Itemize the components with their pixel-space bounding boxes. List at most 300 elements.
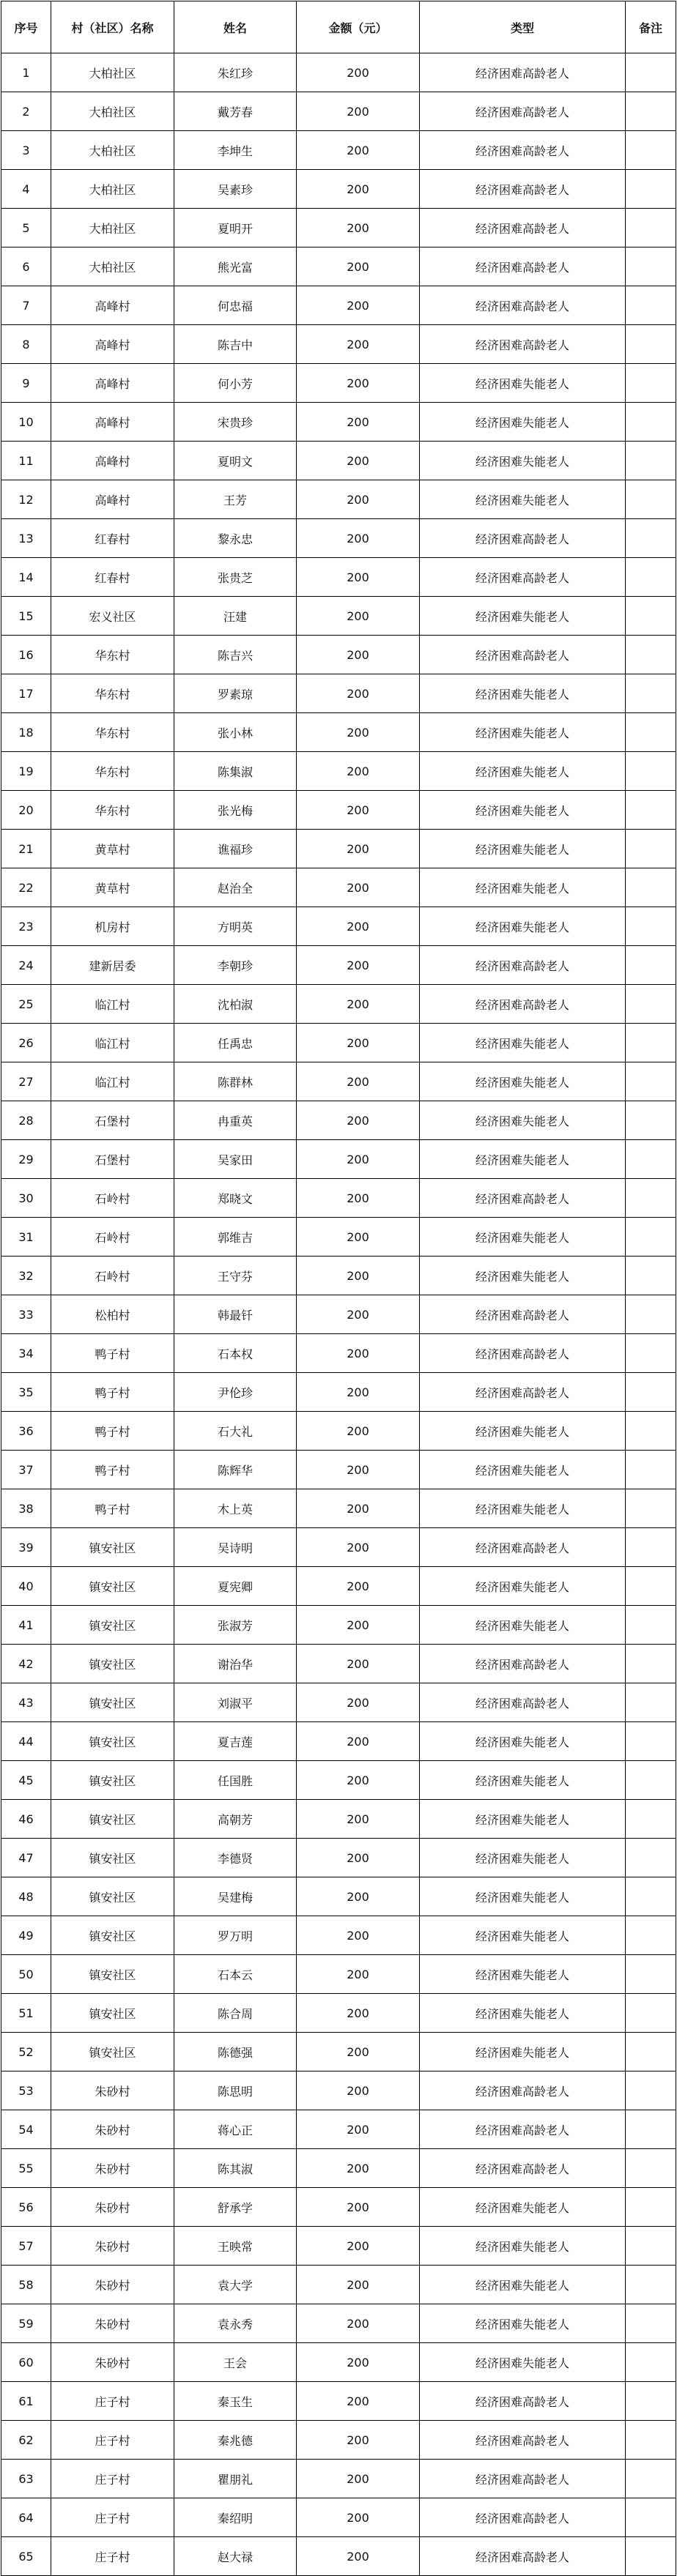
cell-remarks: [626, 791, 676, 830]
cell-amount: 200: [297, 2304, 420, 2343]
cell-type: 经济困难失能老人: [420, 2266, 626, 2304]
cell-index: 33: [1, 1295, 51, 1334]
cell-index: 39: [1, 1528, 51, 1567]
cell-index: 44: [1, 1722, 51, 1761]
cell-name: 陈思明: [174, 2071, 297, 2110]
cell-index: 28: [1, 1101, 51, 1140]
cell-village: 石堡村: [51, 1140, 174, 1179]
cell-village: 镇安社区: [51, 1567, 174, 1606]
cell-remarks: [626, 1024, 676, 1062]
cell-remarks: [626, 1140, 676, 1179]
cell-amount: 200: [297, 636, 420, 674]
cell-type: 经济困难失能老人: [420, 1451, 626, 1489]
cell-village: 大柏社区: [51, 92, 174, 131]
cell-remarks: [626, 907, 676, 946]
table-row: [1, 247, 676, 286]
cell-amount: 200: [297, 2266, 420, 2304]
header-remarks: 备注: [626, 1, 676, 53]
cell-name: 任禹忠: [174, 1024, 297, 1062]
cell-type: 经济困难高龄老人: [420, 558, 626, 597]
cell-name: 沈柏淑: [174, 985, 297, 1024]
cell-name: 舒承学: [174, 2188, 297, 2227]
cell-amount: 200: [297, 2227, 420, 2266]
cell-village: 高峰村: [51, 480, 174, 519]
cell-remarks: [626, 1916, 676, 1955]
cell-remarks: [626, 1800, 676, 1839]
cell-name: 木上英: [174, 1489, 297, 1528]
cell-remarks: [626, 1683, 676, 1722]
table-row: [1, 1839, 676, 1877]
cell-amount: 200: [297, 2343, 420, 2382]
cell-village: 石岭村: [51, 1257, 174, 1295]
cell-type: 经济困难失能老人: [420, 791, 626, 830]
cell-name: 任国胜: [174, 1761, 297, 1800]
cell-amount: 200: [297, 868, 420, 907]
cell-type: 经济困难失能老人: [420, 364, 626, 403]
cell-amount: 200: [297, 519, 420, 558]
cell-name: 戴芳春: [174, 92, 297, 131]
cell-amount: 200: [297, 2537, 420, 2576]
cell-remarks: [626, 1839, 676, 1877]
table-row: [1, 286, 676, 325]
cell-index: 47: [1, 1839, 51, 1877]
cell-village: 镇安社区: [51, 2033, 174, 2071]
cell-remarks: [626, 2460, 676, 2498]
cell-type: 经济困难失能老人: [420, 2033, 626, 2071]
cell-name: 高朝芳: [174, 1800, 297, 1839]
cell-index: 17: [1, 674, 51, 713]
table-row: [1, 170, 676, 209]
table-row: [1, 1062, 676, 1101]
cell-type: 经济困难失能老人: [420, 2227, 626, 2266]
cell-remarks: [626, 2110, 676, 2149]
cell-name: 何小芳: [174, 364, 297, 403]
cell-remarks: [626, 480, 676, 519]
cell-index: 46: [1, 1800, 51, 1839]
table-row: [1, 752, 676, 791]
cell-village: 宏义社区: [51, 597, 174, 636]
table-row: [1, 2537, 676, 2576]
cell-name: 张淑芳: [174, 1606, 297, 1645]
cell-name: 黎永忠: [174, 519, 297, 558]
cell-remarks: [626, 1334, 676, 1373]
cell-village: 鸭子村: [51, 1334, 174, 1373]
cell-amount: 200: [297, 1916, 420, 1955]
cell-amount: 200: [297, 1412, 420, 1451]
cell-remarks: [626, 1101, 676, 1140]
cell-village: 大柏社区: [51, 131, 174, 170]
cell-type: 经济困难高龄老人: [420, 170, 626, 209]
cell-remarks: [626, 53, 676, 92]
cell-type: 经济困难高龄老人: [420, 1373, 626, 1412]
table-row: [1, 1179, 676, 1218]
cell-village: 建新居委: [51, 946, 174, 985]
cell-index: 9: [1, 364, 51, 403]
cell-name: 张贵芝: [174, 558, 297, 597]
cell-type: 经济困难高龄老人: [420, 2460, 626, 2498]
table-row: [1, 2421, 676, 2460]
table-row: [1, 519, 676, 558]
cell-village: 高峰村: [51, 286, 174, 325]
cell-type: 经济困难高龄老人: [420, 519, 626, 558]
cell-village: 朱砂村: [51, 2188, 174, 2227]
cell-village: 华东村: [51, 636, 174, 674]
cell-index: 26: [1, 1024, 51, 1062]
table-row: [1, 2188, 676, 2227]
cell-type: 经济困难失能老人: [420, 1761, 626, 1800]
cell-index: 25: [1, 985, 51, 1024]
cell-name: 吴家田: [174, 1140, 297, 1179]
cell-name: 蒋心正: [174, 2110, 297, 2149]
header-type: 类型: [420, 1, 626, 53]
cell-type: 经济困难失能老人: [420, 830, 626, 868]
cell-name: 吴素珍: [174, 170, 297, 209]
header-index: 序号: [1, 1, 51, 53]
cell-index: 4: [1, 170, 51, 209]
table-row: [1, 597, 676, 636]
cell-amount: 200: [297, 907, 420, 946]
cell-remarks: [626, 1877, 676, 1916]
cell-village: 镇安社区: [51, 1606, 174, 1645]
cell-index: 43: [1, 1683, 51, 1722]
cell-remarks: [626, 1994, 676, 2033]
table-row: [1, 325, 676, 364]
cell-amount: 200: [297, 1839, 420, 1877]
cell-remarks: [626, 170, 676, 209]
cell-village: 大柏社区: [51, 170, 174, 209]
cell-index: 20: [1, 791, 51, 830]
cell-remarks: [626, 2188, 676, 2227]
cell-index: 37: [1, 1451, 51, 1489]
cell-type: 经济困难失能老人: [420, 1994, 626, 2033]
table-row: [1, 2110, 676, 2149]
table-body: [1, 53, 676, 2576]
table-row: [1, 2343, 676, 2382]
cell-village: 机房村: [51, 907, 174, 946]
table-row: [1, 364, 676, 403]
cell-remarks: [626, 403, 676, 442]
cell-type: 经济困难失能老人: [420, 597, 626, 636]
table-row: [1, 1877, 676, 1916]
cell-name: 秦兆德: [174, 2421, 297, 2460]
table-row: [1, 2227, 676, 2266]
cell-remarks: [626, 636, 676, 674]
cell-amount: 200: [297, 1955, 420, 1994]
cell-amount: 200: [297, 1528, 420, 1567]
cell-name: 何忠福: [174, 286, 297, 325]
cell-type: 经济困难失能老人: [420, 1916, 626, 1955]
cell-type: 经济困难失能老人: [420, 868, 626, 907]
cell-village: 镇安社区: [51, 1761, 174, 1800]
cell-amount: 200: [297, 1062, 420, 1101]
cell-village: 鸭子村: [51, 1451, 174, 1489]
cell-remarks: [626, 2266, 676, 2304]
cell-name: 赵治全: [174, 868, 297, 907]
cell-index: 48: [1, 1877, 51, 1916]
table-row: [1, 1955, 676, 1994]
cell-amount: 200: [297, 2498, 420, 2537]
table-row: [1, 1800, 676, 1839]
cell-remarks: [626, 1489, 676, 1528]
header-name: 姓名: [174, 1, 297, 53]
cell-amount: 200: [297, 1295, 420, 1334]
cell-type: 经济困难失能老人: [420, 1800, 626, 1839]
cell-index: 40: [1, 1567, 51, 1606]
cell-remarks: [626, 2537, 676, 2576]
cell-amount: 200: [297, 1994, 420, 2033]
cell-amount: 200: [297, 131, 420, 170]
cell-amount: 200: [297, 752, 420, 791]
cell-type: 经济困难失能老人: [420, 1218, 626, 1257]
cell-village: 庄子村: [51, 2421, 174, 2460]
cell-remarks: [626, 868, 676, 907]
cell-amount: 200: [297, 209, 420, 247]
cell-index: 59: [1, 2304, 51, 2343]
cell-amount: 200: [297, 1683, 420, 1722]
cell-remarks: [626, 946, 676, 985]
table-row: [1, 92, 676, 131]
cell-amount: 200: [297, 286, 420, 325]
cell-remarks: [626, 1218, 676, 1257]
cell-amount: 200: [297, 2421, 420, 2460]
cell-type: 经济困难高龄老人: [420, 636, 626, 674]
cell-index: 65: [1, 2537, 51, 2576]
cell-village: 临江村: [51, 1062, 174, 1101]
cell-name: 熊光富: [174, 247, 297, 286]
cell-village: 庄子村: [51, 2537, 174, 2576]
cell-name: 陈吉中: [174, 325, 297, 364]
cell-type: 经济困难高龄老人: [420, 2382, 626, 2421]
cell-remarks: [626, 131, 676, 170]
cell-type: 经济困难失能老人: [420, 907, 626, 946]
table-row: [1, 1722, 676, 1761]
cell-name: 方明英: [174, 907, 297, 946]
cell-amount: 200: [297, 1218, 420, 1257]
cell-type: 经济困难失能老人: [420, 1101, 626, 1140]
cell-index: 35: [1, 1373, 51, 1412]
cell-name: 李坤生: [174, 131, 297, 170]
cell-amount: 200: [297, 1257, 420, 1295]
table-row: [1, 2033, 676, 2071]
table-row: [1, 1373, 676, 1412]
cell-amount: 200: [297, 1489, 420, 1528]
cell-index: 38: [1, 1489, 51, 1528]
cell-remarks: [626, 442, 676, 480]
table-row: [1, 830, 676, 868]
cell-village: 华东村: [51, 674, 174, 713]
cell-index: 10: [1, 403, 51, 442]
cell-village: 大柏社区: [51, 53, 174, 92]
cell-village: 朱砂村: [51, 2304, 174, 2343]
cell-name: 秦玉生: [174, 2382, 297, 2421]
cell-village: 黄草村: [51, 868, 174, 907]
table-row: [1, 1451, 676, 1489]
header-amount: 金额（元）: [297, 1, 420, 53]
cell-remarks: [626, 2498, 676, 2537]
cell-amount: 200: [297, 674, 420, 713]
cell-name: 石大礼: [174, 1412, 297, 1451]
cell-amount: 200: [297, 2188, 420, 2227]
cell-remarks: [626, 1528, 676, 1567]
cell-index: 14: [1, 558, 51, 597]
cell-remarks: [626, 519, 676, 558]
cell-index: 55: [1, 2149, 51, 2188]
cell-index: 12: [1, 480, 51, 519]
cell-index: 6: [1, 247, 51, 286]
cell-index: 36: [1, 1412, 51, 1451]
cell-index: 30: [1, 1179, 51, 1218]
table-row: [1, 985, 676, 1024]
cell-type: 经济困难高龄老人: [420, 1179, 626, 1218]
cell-name: 韩最钎: [174, 1295, 297, 1334]
cell-village: 镇安社区: [51, 1800, 174, 1839]
cell-remarks: [626, 2421, 676, 2460]
cell-remarks: [626, 1606, 676, 1645]
cell-type: 经济困难失能老人: [420, 1257, 626, 1295]
cell-remarks: [626, 1761, 676, 1800]
table-row: [1, 674, 676, 713]
cell-index: 18: [1, 713, 51, 752]
cell-index: 52: [1, 2033, 51, 2071]
cell-amount: 200: [297, 92, 420, 131]
cell-type: 经济困难高龄老人: [420, 92, 626, 131]
cell-remarks: [626, 2382, 676, 2421]
cell-village: 朱砂村: [51, 2227, 174, 2266]
cell-type: 经济困难失能老人: [420, 713, 626, 752]
cell-type: 经济困难高龄老人: [420, 1528, 626, 1567]
table-row: [1, 1489, 676, 1528]
table-row: [1, 1295, 676, 1334]
cell-type: 经济困难失能老人: [420, 403, 626, 442]
cell-type: 经济困难失能老人: [420, 1606, 626, 1645]
cell-amount: 200: [297, 2033, 420, 2071]
cell-amount: 200: [297, 1800, 420, 1839]
cell-village: 镇安社区: [51, 1955, 174, 1994]
cell-amount: 200: [297, 170, 420, 209]
cell-type: 经济困难失能老人: [420, 1489, 626, 1528]
cell-village: 华东村: [51, 713, 174, 752]
cell-amount: 200: [297, 1761, 420, 1800]
cell-amount: 200: [297, 325, 420, 364]
cell-amount: 200: [297, 364, 420, 403]
cell-type: 经济困难高龄老人: [420, 286, 626, 325]
cell-remarks: [626, 364, 676, 403]
cell-remarks: [626, 1722, 676, 1761]
cell-index: 62: [1, 2421, 51, 2460]
cell-remarks: [626, 713, 676, 752]
cell-amount: 200: [297, 1140, 420, 1179]
cell-index: 15: [1, 597, 51, 636]
table-row: [1, 1218, 676, 1257]
cell-remarks: [626, 2343, 676, 2382]
cell-remarks: [626, 1451, 676, 1489]
cell-amount: 200: [297, 597, 420, 636]
cell-name: 刘淑平: [174, 1683, 297, 1722]
cell-index: 64: [1, 2498, 51, 2537]
cell-name: 陈合周: [174, 1994, 297, 2033]
cell-name: 郭维吉: [174, 1218, 297, 1257]
cell-remarks: [626, 1179, 676, 1218]
cell-amount: 200: [297, 791, 420, 830]
cell-name: 陈德强: [174, 2033, 297, 2071]
cell-remarks: [626, 1295, 676, 1334]
table-row: [1, 1606, 676, 1645]
table-row: [1, 131, 676, 170]
cell-index: 41: [1, 1606, 51, 1645]
table-row: [1, 1645, 676, 1683]
cell-name: 李德贤: [174, 1839, 297, 1877]
cell-amount: 200: [297, 1722, 420, 1761]
cell-remarks: [626, 1257, 676, 1295]
cell-index: 31: [1, 1218, 51, 1257]
cell-name: 夏明开: [174, 209, 297, 247]
cell-name: 谢治华: [174, 1645, 297, 1683]
cell-village: 镇安社区: [51, 1528, 174, 1567]
cell-name: 夏明文: [174, 442, 297, 480]
cell-remarks: [626, 2227, 676, 2266]
cell-village: 朱砂村: [51, 2343, 174, 2382]
cell-name: 王芳: [174, 480, 297, 519]
cell-village: 镇安社区: [51, 1916, 174, 1955]
cell-type: 经济困难高龄老人: [420, 2537, 626, 2576]
table-row: [1, 1140, 676, 1179]
table-row: [1, 713, 676, 752]
cell-remarks: [626, 830, 676, 868]
cell-name: 瞿朋礼: [174, 2460, 297, 2498]
table-row: [1, 2071, 676, 2110]
cell-index: 57: [1, 2227, 51, 2266]
cell-name: 袁永秀: [174, 2304, 297, 2343]
cell-name: 陈群林: [174, 1062, 297, 1101]
cell-type: 经济困难高龄老人: [420, 1295, 626, 1334]
cell-type: 经济困难高龄老人: [420, 2421, 626, 2460]
cell-name: 王守芬: [174, 1257, 297, 1295]
cell-remarks: [626, 2071, 676, 2110]
cell-remarks: [626, 1062, 676, 1101]
cell-type: 经济困难高龄老人: [420, 209, 626, 247]
table-row: [1, 1994, 676, 2033]
table-row: [1, 1683, 676, 1722]
cell-name: 罗万明: [174, 1916, 297, 1955]
cell-index: 49: [1, 1916, 51, 1955]
cell-village: 大柏社区: [51, 247, 174, 286]
cell-name: 冉重英: [174, 1101, 297, 1140]
cell-type: 经济困难高龄老人: [420, 1334, 626, 1373]
cell-name: 郑晓文: [174, 1179, 297, 1218]
cell-type: 经济困难失能老人: [420, 1955, 626, 1994]
cell-village: 朱砂村: [51, 2149, 174, 2188]
cell-index: 51: [1, 1994, 51, 2033]
cell-index: 27: [1, 1062, 51, 1101]
cell-amount: 200: [297, 1567, 420, 1606]
cell-type: 经济困难失能老人: [420, 1140, 626, 1179]
table-row: [1, 2460, 676, 2498]
cell-index: 22: [1, 868, 51, 907]
cell-remarks: [626, 247, 676, 286]
cell-amount: 200: [297, 985, 420, 1024]
cell-name: 袁大学: [174, 2266, 297, 2304]
cell-name: 石本云: [174, 1955, 297, 1994]
cell-remarks: [626, 1373, 676, 1412]
cell-name: 李朝珍: [174, 946, 297, 985]
cell-index: 58: [1, 2266, 51, 2304]
cell-amount: 200: [297, 1451, 420, 1489]
table-row: [1, 2382, 676, 2421]
cell-name: 张光梅: [174, 791, 297, 830]
cell-village: 朱砂村: [51, 2266, 174, 2304]
table-row: [1, 946, 676, 985]
cell-village: 临江村: [51, 1024, 174, 1062]
